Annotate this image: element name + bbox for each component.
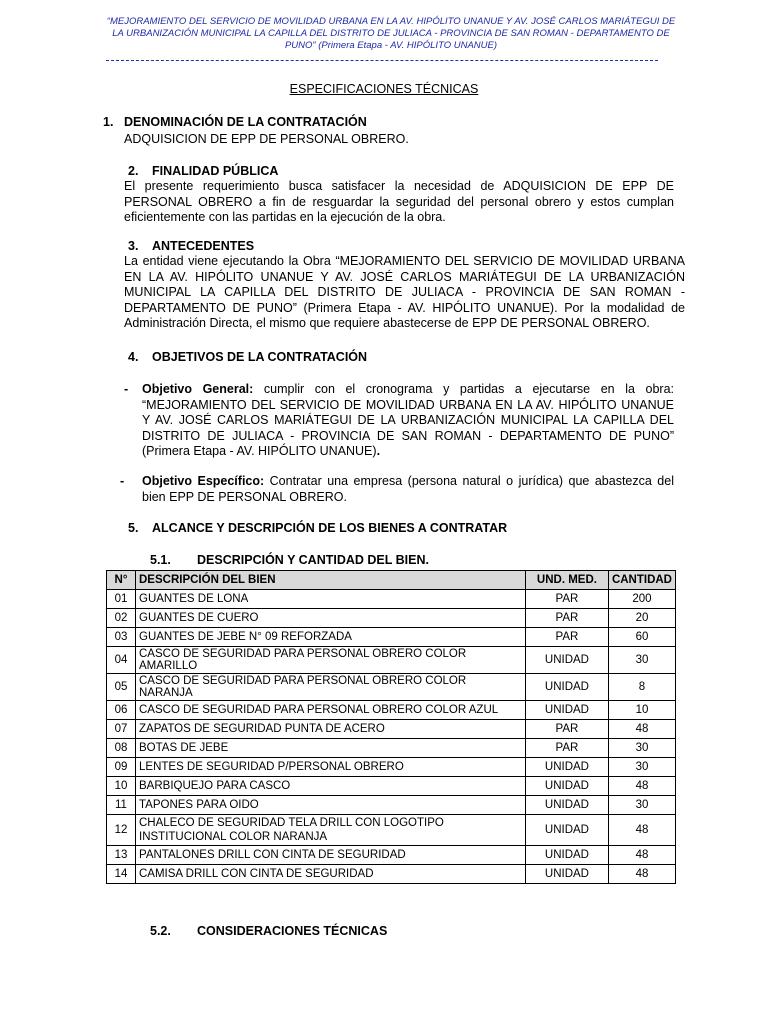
subsection-5-1-number: 5.1.	[150, 553, 171, 567]
cell-number: 11	[107, 796, 136, 815]
cell-description: TAPONES PARA OIDO	[136, 796, 526, 815]
cell-number: 06	[107, 701, 136, 720]
cell-number: 12	[107, 815, 136, 846]
cell-unit: PAR	[525, 590, 608, 609]
col-header-number: N°	[107, 571, 136, 590]
table-row	[107, 609, 676, 628]
table-row	[107, 815, 676, 846]
cell-quantity: 48	[608, 815, 675, 846]
cell-number: 09	[107, 758, 136, 777]
cell-quantity: 30	[608, 796, 675, 815]
cell-description: GUANTES DE CUERO	[136, 609, 526, 628]
section-2-heading: FINALIDAD PÚBLICA	[152, 164, 279, 178]
cell-unit: UNIDAD	[525, 777, 608, 796]
cell-description: GUANTES DE LONA	[136, 590, 526, 609]
cell-description: CASCO DE SEGURIDAD PARA PERSONAL OBRERO COLOR AZUL	[136, 701, 526, 720]
section-1-body: ADQUISICION DE EPP DE PERSONAL OBRERO.	[124, 132, 409, 146]
cell-description: CHALECO DE SEGURIDAD TELA DRILL CON LOGOTIPO INSTITUCIONAL COLOR NARANJA	[136, 815, 526, 846]
header-divider	[106, 60, 658, 61]
objective-general-bullet: -	[124, 382, 129, 396]
objective-general	[142, 382, 674, 460]
section-4-heading: OBJETIVOS DE LA CONTRATACIÓN	[152, 350, 368, 364]
cell-unit: UNIDAD	[525, 865, 608, 884]
cell-number: 14	[107, 865, 136, 884]
subsection-5-1-heading: DESCRIPCIÓN Y CANTIDAD DEL BIEN.	[197, 553, 429, 567]
cell-unit: PAR	[525, 720, 608, 739]
objective-specific-text: Contratar una empresa (persona natural o jurídica) que abastezca del bien EPP DE PERSONAL OBRERO.	[142, 474, 674, 504]
cell-unit: UNIDAD	[525, 647, 608, 674]
cell-number: 08	[107, 739, 136, 758]
objective-general-label: Objetivo General:	[142, 382, 254, 396]
cell-quantity: 48	[608, 720, 675, 739]
cell-number: 10	[107, 777, 136, 796]
cell-description: CAMISA DRILL CON CINTA DE SEGURIDAD	[136, 865, 526, 884]
table-row	[107, 720, 676, 739]
col-header-quantity: CANTIDAD	[608, 571, 675, 590]
cell-description: BARBIQUEJO PARA CASCO	[136, 777, 526, 796]
cell-description: CASCO DE SEGURIDAD PARA PERSONAL OBRERO COLOR AMARILLO	[136, 647, 526, 674]
table-row	[107, 777, 676, 796]
table-row	[107, 796, 676, 815]
section-1-number: 1.	[103, 115, 114, 129]
col-header-description: DESCRIPCIÓN DEL BIEN	[136, 571, 526, 590]
table-row	[107, 647, 676, 674]
table-row	[107, 758, 676, 777]
table-row	[107, 701, 676, 720]
cell-number: 07	[107, 720, 136, 739]
objective-general-text: cumplir con el cronograma y partidas a ejecutarse en la obra: “MEJORAMIENTO DEL SERVICIO DE MOVILIDAD URBANA EN LA AV. HIPÓLITO UNANUE Y AV. JOSÉ CARLOS MARIÁTEGUI DE LA URBANIZACIÓN MUNICIPAL LA CAPILLA DEL DISTRITO DE JULIACA - PROVINCIA DE SAN ROMAN - DEPARTAMENTO DE PUNO” (Primera Etapa - AV. HIPÓLITO UNANUE)	[142, 382, 674, 458]
cell-description: LENTES DE SEGURIDAD P/PERSONAL OBRERO	[136, 758, 526, 777]
cell-description: CASCO DE SEGURIDAD PARA PERSONAL OBRERO COLOR NARANJA	[136, 674, 526, 701]
table-row	[107, 674, 676, 701]
cell-unit: UNIDAD	[525, 815, 608, 846]
cell-unit: PAR	[525, 628, 608, 647]
cell-description: BOTAS DE JEBE	[136, 739, 526, 758]
objective-specific-bullet: -	[120, 474, 125, 488]
cell-description: PANTALONES DRILL CON CINTA DE SEGURIDAD	[136, 846, 526, 865]
section-4-number: 4.	[128, 350, 139, 364]
cell-quantity: 30	[608, 758, 675, 777]
goods-table	[106, 570, 676, 884]
section-5-heading: ALCANCE Y DESCRIPCIÓN DE LOS BIENES A CONTRATAR	[152, 521, 508, 535]
cell-description: ZAPATOS DE SEGURIDAD PUNTA DE ACERO	[136, 720, 526, 739]
cell-unit: PAR	[525, 609, 608, 628]
document-header: “MEJORAMIENTO DEL SERVICIO DE MOVILIDAD URBANA EN LA AV. HIPÓLITO UNANUE Y AV. JOSÉ CARLOS MARIÁTEGUI DE LA URBANIZACIÓN MUNICIPAL LA CAPILLA DEL DISTRITO DE JULIACA - PROVINCIA DE SAN ROMAN - DEPARTAMENTO DE PUNO” (Primera Etapa - AV. HIPÓLITO UNANUE)	[106, 16, 676, 51]
cell-quantity: 10	[608, 701, 675, 720]
cell-quantity: 20	[608, 609, 675, 628]
cell-unit: UNIDAD	[525, 846, 608, 865]
cell-number: 03	[107, 628, 136, 647]
objective-general-end: .	[376, 444, 381, 458]
cell-number: 04	[107, 647, 136, 674]
cell-unit: UNIDAD	[525, 674, 608, 701]
cell-quantity: 30	[608, 739, 675, 758]
table-row	[107, 628, 676, 647]
cell-number: 13	[107, 846, 136, 865]
section-1-heading: DENOMINACIÓN DE LA CONTRATACIÓN	[124, 115, 367, 129]
cell-unit: UNIDAD	[525, 796, 608, 815]
cell-unit: UNIDAD	[525, 758, 608, 777]
section-5-number: 5.	[128, 521, 139, 535]
table-header-row	[107, 571, 676, 590]
objective-specific-label: Objetivo Específico:	[142, 474, 265, 488]
document-title: ESPECIFICACIONES TÉCNICAS	[289, 82, 479, 96]
cell-quantity: 48	[608, 846, 675, 865]
table-row	[107, 865, 676, 884]
table-row	[107, 846, 676, 865]
cell-quantity: 60	[608, 628, 675, 647]
section-3-body: La entidad viene ejecutando la Obra “MEJORAMIENTO DEL SERVICIO DE MOVILIDAD URBANA EN LA AV. HIPÓLITO UNANUE Y AV. JOSÉ CARLOS MARIÁTEGUI DE LA URBANIZACIÓN MUNICIPAL LA CAPILLA DEL DISTRITO DE JULIACA - PROVINCIA DE SAN ROMAN - DEPARTAMENTO DE PUNO” (Primera Etapa - AV. HIPÓLITO UNANUE). Por la modalidad de Administración Directa, el mismo que requiere abastecerse de EPP DE PERSONAL OBRERO.	[124, 254, 685, 330]
cell-quantity: 30	[608, 647, 675, 674]
section-2-number: 2.	[128, 164, 139, 178]
cell-number: 02	[107, 609, 136, 628]
cell-number: 05	[107, 674, 136, 701]
section-3-heading: ANTECEDENTES	[152, 239, 255, 253]
cell-number: 01	[107, 590, 136, 609]
table-row	[107, 590, 676, 609]
subsection-5-2-number: 5.2.	[150, 924, 171, 938]
cell-unit: PAR	[525, 739, 608, 758]
cell-description: GUANTES DE JEBE N° 09 REFORZADA	[136, 628, 526, 647]
objective-specific	[142, 474, 674, 505]
subsection-5-2-heading: CONSIDERACIONES TÉCNICAS	[197, 924, 388, 938]
section-3-number: 3.	[128, 239, 139, 253]
cell-quantity: 48	[608, 777, 675, 796]
cell-quantity: 8	[608, 674, 675, 701]
cell-unit: UNIDAD	[525, 701, 608, 720]
table-row	[107, 739, 676, 758]
col-header-unit: UND. MED.	[525, 571, 608, 590]
section-2-body: El presente requerimiento busca satisfacer la necesidad de ADQUISICION DE EPP DE PERSONAL OBRERO a fin de resguardar la seguridad del personal obrero y estos cumplan eficientemente con las partidas en la ejecución de la obra.	[124, 179, 674, 224]
cell-quantity: 200	[608, 590, 675, 609]
cell-quantity: 48	[608, 865, 675, 884]
